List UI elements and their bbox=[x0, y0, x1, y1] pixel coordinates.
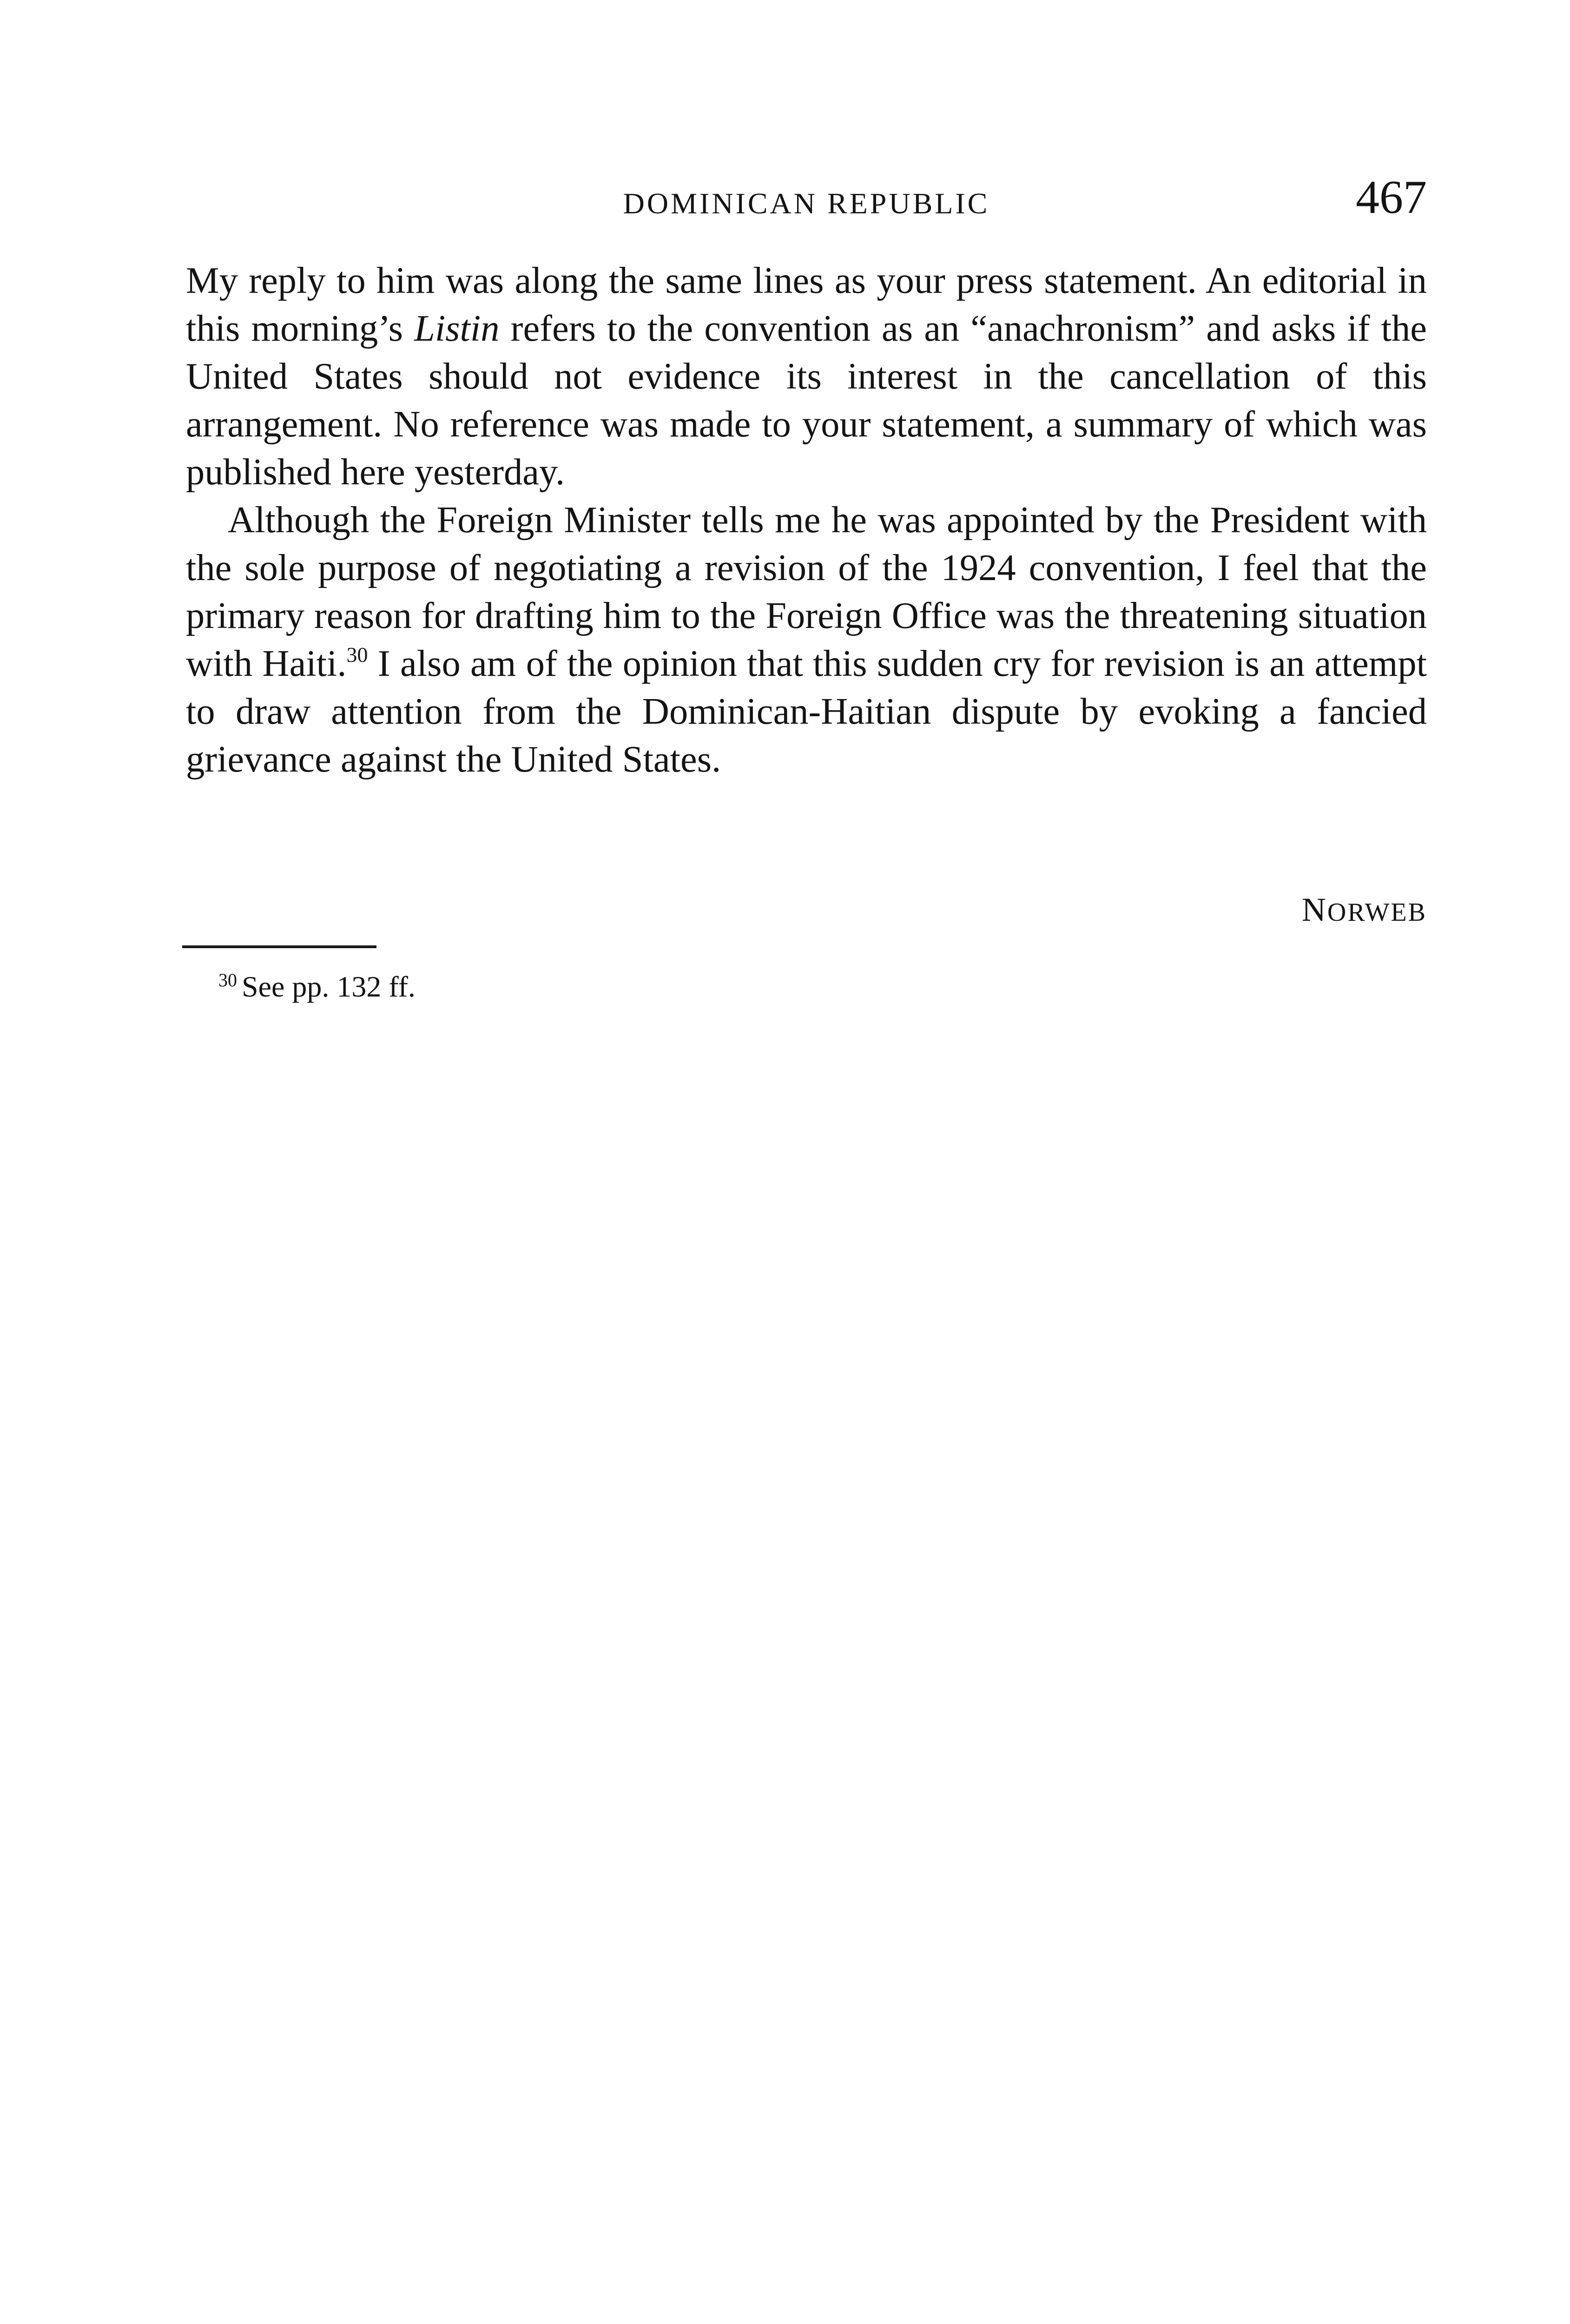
footnote-number: 30 bbox=[218, 970, 237, 990]
footnote-divider bbox=[182, 945, 376, 948]
footnote bbox=[218, 966, 416, 1008]
newspaper-title: Listin bbox=[414, 308, 500, 349]
paragraph-2-text-b: I also am of the opinion that this sudden cry for revision is an attempt to draw attention from the Dominican-Haitian dispute by evoking a fancied grievance against the United States. bbox=[186, 643, 1427, 780]
paragraph-2 bbox=[186, 496, 1427, 783]
body-text bbox=[186, 257, 1427, 783]
paragraph-1-text-a: My reply to him was along the same lines as your press statement. An editorial in this morning’s bbox=[186, 260, 1427, 349]
signature-initial: N bbox=[1301, 891, 1327, 928]
paragraph-1 bbox=[186, 257, 1427, 496]
paragraph-1-text-b: refers to the convention as an “anachronism” and asks if the United States should not evidence its interest in the cancellation of this arrangement. No reference was made to your statement, a summary of which was published here yesterday. bbox=[186, 308, 1427, 493]
signature bbox=[1302, 889, 1427, 933]
signature-rest: ORWEB bbox=[1327, 898, 1427, 927]
footnote-text: See pp. 132 ff. bbox=[242, 970, 416, 1003]
page-number: 467 bbox=[1356, 171, 1427, 224]
paragraph-2-text-a: Although the Foreign Minister tells me he was appointed by the President with the sole purpose of negotiating a revision of the 1924 convention, I feel that the primary reason for drafting him to the Foreign Office was the threatening situation with Haiti. bbox=[186, 499, 1427, 684]
running-title: DOMINICAN REPUBLIC bbox=[623, 187, 990, 220]
running-head bbox=[186, 172, 1427, 223]
footnote-reference: 30 bbox=[346, 643, 368, 667]
